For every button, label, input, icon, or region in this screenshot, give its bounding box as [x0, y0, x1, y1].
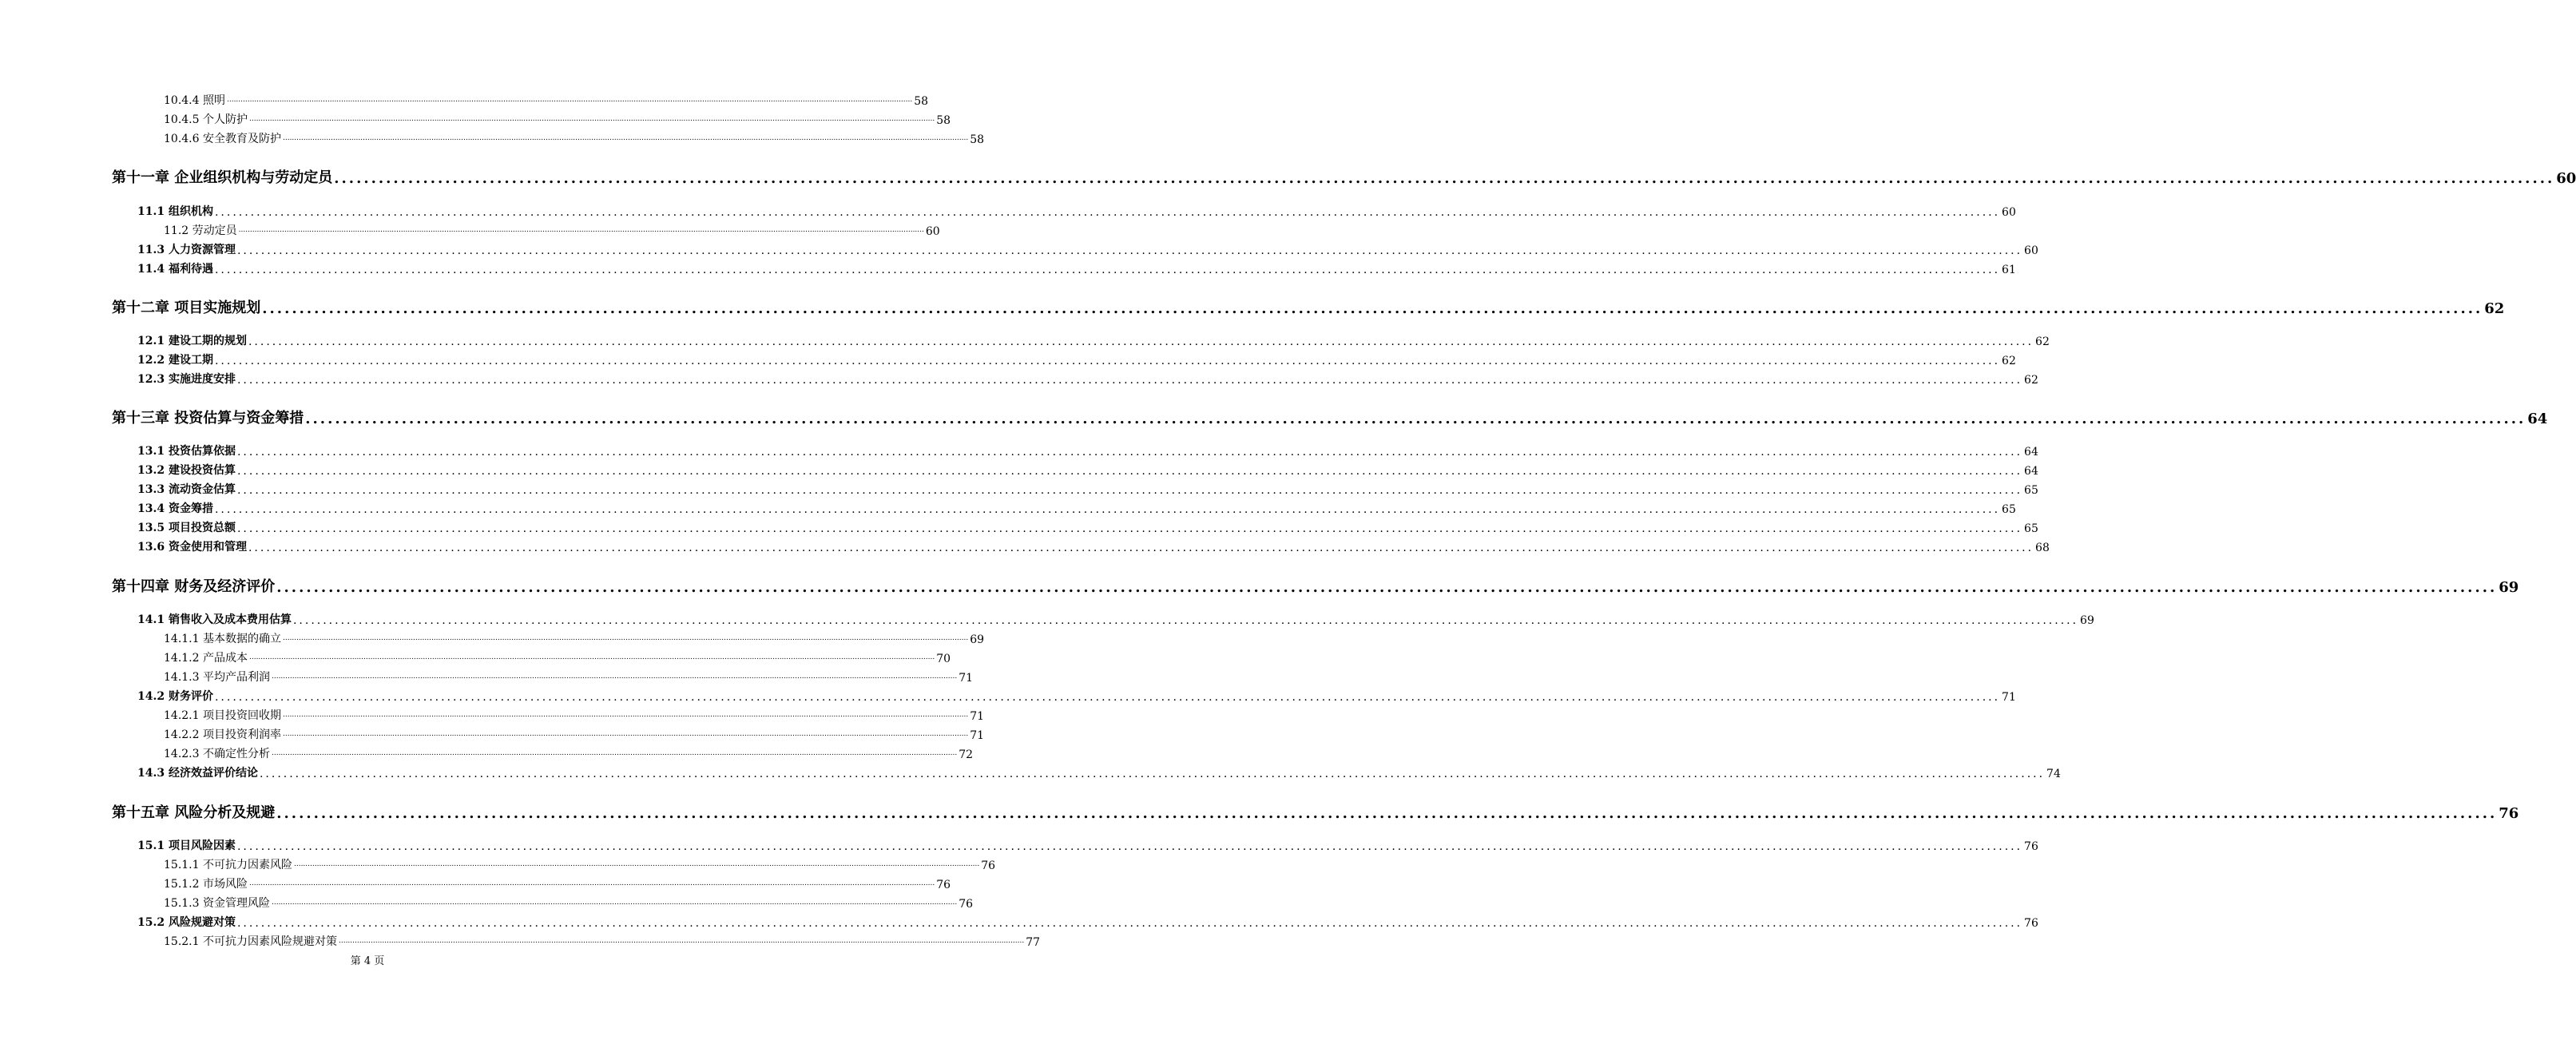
toc-entry-label: 14.2 财务评价	[137, 690, 213, 703]
toc-entry-label: 12.3 实施进度安排	[137, 373, 236, 386]
toc-entry-page: 62	[2002, 355, 2016, 367]
toc-entry-page: 77	[1026, 936, 1041, 949]
toc-entry-label: 第十一章 企业组织机构与劳动定员	[112, 169, 333, 186]
toc-entry-label: 13.2 建设投资估算	[137, 464, 236, 477]
toc-entry-page: 76	[2499, 805, 2519, 822]
toc-entry-sub[interactable]	[164, 707, 985, 723]
toc-entry-page: 76	[2024, 917, 2038, 930]
toc-leader-dots: ............................................................................................................................................................................................................................................................................................................	[271, 899, 958, 907]
toc-entry-label: 11.1 组织机构	[137, 205, 213, 218]
toc-entry-label: 10.4.4 照明	[164, 94, 225, 107]
toc-leader-dots: ............................................................................................................................................................................................................................................................................................................	[248, 335, 2034, 348]
toc-entry-page: 70	[936, 653, 951, 665]
toc-entry-section[interactable]	[137, 260, 2016, 276]
toc-entry-sub[interactable]	[164, 111, 951, 127]
toc-leader-dots: ............................................................................................................................................................................................................................................................................................................	[226, 96, 913, 104]
toc-entry-page: 62	[2024, 374, 2038, 387]
toc-entry-page: 71	[970, 729, 985, 742]
toc-entry-page: 76	[981, 859, 996, 872]
toc-entry-label: 13.4 资金筹措	[137, 502, 213, 515]
toc-entry-label: 14.1.2 产品成本	[164, 652, 248, 665]
toc-entry-page: 62	[2484, 300, 2505, 317]
toc-leader-dots: ............................................................................................................................................................................................................................................................................................................	[248, 653, 935, 661]
toc-entry-label: 15.2 风险规避对策	[137, 916, 236, 929]
toc-entry-page: 65	[2024, 522, 2038, 535]
toc-leader-dots: ............................................................................................................................................................................................................................................................................................................	[236, 446, 2023, 458]
toc-entry-sub[interactable]	[164, 745, 974, 761]
toc-entry-page: 60	[925, 225, 940, 238]
toc-entry-section[interactable]	[137, 241, 2038, 257]
toc-entry-section[interactable]	[137, 443, 2038, 458]
toc-leader-dots: ............................................................................................................................................................................................................................................................................................................	[271, 749, 958, 757]
toc-leader-dots: ............................................................................................................................................................................................................................................................................................................	[259, 768, 2046, 780]
toc-leader-dots: ............................................................................................................................................................................................................................................................................................................	[248, 542, 2034, 554]
toc-leader-dots: ............................................................................................................................................................................................................................................................................................................	[276, 805, 2498, 822]
toc-entry-label: 第十二章 项目实施规划	[112, 300, 261, 316]
toc-entry-page: 71	[970, 710, 985, 723]
toc-entry-page: 58	[936, 114, 951, 127]
toc-leader-dots: ............................................................................................................................................................................................................................................................................................................	[236, 522, 2023, 535]
toc-entry-label: 15.1 项目风险因素	[137, 840, 236, 852]
toc-leader-dots: ............................................................................................................................................................................................................................................................................................................	[236, 917, 2023, 930]
toc-entry-page: 76	[959, 898, 974, 911]
toc-entry-section[interactable]	[137, 519, 2038, 535]
toc-entry-page: 72	[959, 748, 974, 761]
toc-entry-sub[interactable]	[164, 130, 985, 146]
toc-entry-label: 第十三章 投资估算与资金筹措	[112, 410, 304, 427]
toc-entry-label: 14.2.2 项目投资利润率	[164, 728, 281, 741]
toc-leader-dots: ............................................................................................................................................................................................................................................................................................................	[236, 840, 2023, 853]
toc-leader-dots: ............................................................................................................................................................................................................................................................................................................	[282, 634, 969, 642]
toc-entry-sub[interactable]	[164, 726, 985, 742]
toc-entry-page: 71	[959, 672, 974, 685]
toc-entry-page: 65	[2002, 503, 2016, 516]
toc-entry-section[interactable]	[137, 481, 2038, 497]
toc-entry-label: 14.2.1 项目投资回收期	[164, 709, 281, 722]
toc-entry-label: 14.1.1 基本数据的确立	[164, 633, 281, 645]
toc-entry-chapter[interactable]	[112, 575, 2519, 596]
toc-entry-label: 13.3 流动资金估算	[137, 483, 236, 496]
toc-entry-label: 15.1.2 市场风险	[164, 878, 248, 891]
toc-leader-dots: ............................................................................................................................................................................................................................................................................................................	[248, 879, 935, 887]
toc-leader-dots: ............................................................................................................................................................................................................................................................................................................	[292, 614, 2079, 627]
toc-entry-chapter[interactable]	[112, 296, 2505, 317]
toc-entry-label: 14.2.3 不确定性分析	[164, 748, 270, 760]
toc-entry-section[interactable]	[137, 351, 2016, 367]
toc-entry-sub[interactable]	[164, 630, 985, 646]
toc-entry-label: 14.1 销售收入及成本费用估算	[137, 613, 292, 626]
toc-leader-dots: ............................................................................................................................................................................................................................................................................................................	[214, 503, 2001, 516]
toc-entry-label: 10.4.5 个人防护	[164, 113, 248, 126]
toc-entry-page: 60	[2024, 244, 2038, 257]
toc-entry-section[interactable]	[137, 611, 2094, 627]
toc-entry-section[interactable]	[137, 371, 2038, 387]
toc-leader-dots: ............................................................................................................................................................................................................................................................................................................	[236, 465, 2023, 478]
toc-leader-dots: ............................................................................................................................................................................................................................................................................................................	[236, 484, 2023, 497]
toc-entry-page: 64	[2527, 411, 2548, 427]
toc-entry-page: 69	[2080, 614, 2094, 627]
toc-entry-sub[interactable]	[164, 875, 951, 891]
toc-entry-page: 60	[2556, 170, 2576, 187]
toc-entry-page: 65	[2024, 484, 2038, 497]
toc-entry-sub[interactable]	[164, 856, 996, 872]
toc-entry-page: 68	[2035, 542, 2050, 554]
toc-entry-label: 14.3 经济效益评价结论	[137, 767, 258, 780]
toc-leader-dots: ............................................................................................................................................................................................................................................................................................................	[214, 206, 2001, 219]
toc-entry-label: 15.1.1 不可抗力因素风险	[164, 859, 292, 871]
toc-entry-label: 14.1.3 平均产品利润	[164, 671, 270, 684]
toc-entry-page: 74	[2046, 768, 2061, 780]
toc-entry-section[interactable]	[137, 500, 2016, 516]
toc-leader-dots: ............................................................................................................................................................................................................................................................................................................	[238, 226, 924, 234]
toc-entry-section[interactable]	[137, 462, 2038, 478]
toc-entry-page: 62	[2035, 335, 2050, 348]
toc-leader-dots: ............................................................................................................................................................................................................................................................................................................	[282, 730, 969, 738]
toc-leader-dots: ............................................................................................................................................................................................................................................................................................................	[271, 673, 958, 681]
toc-entry-page: 71	[2002, 691, 2016, 704]
toc-leader-dots: ............................................................................................................................................................................................................................................................................................................	[214, 691, 2001, 704]
toc-entry-sub[interactable]	[164, 933, 1041, 949]
toc-entry-page: 76	[936, 879, 951, 891]
toc-leader-dots: ............................................................................................................................................................................................................................................................................................................	[214, 264, 2001, 276]
toc-entry-page: 69	[970, 633, 985, 646]
toc-entry-label: 第十五章 风险分析及规避	[112, 804, 276, 821]
toc-entry-section[interactable]	[137, 688, 2016, 704]
toc-leader-dots: ............................................................................................................................................................................................................................................................................................................	[276, 579, 2498, 596]
toc-entry-page: 58	[914, 95, 929, 108]
toc-entry-sub[interactable]	[164, 649, 951, 665]
toc-entry-label: 15.2.1 不可抗力因素风险规避对策	[164, 935, 337, 948]
toc-leader-dots: ............................................................................................................................................................................................................................................................................................................	[282, 711, 969, 719]
toc-entry-section[interactable]	[137, 837, 2038, 853]
toc-entry-label: 11.3 人力资源管理	[137, 244, 236, 256]
toc-leader-dots: ............................................................................................................................................................................................................................................................................................................	[282, 134, 969, 142]
toc-entry-section[interactable]	[137, 203, 2016, 219]
toc-leader-dots: ............................................................................................................................................................................................................................................................................................................	[262, 300, 2483, 317]
toc-entry-sub[interactable]	[164, 669, 974, 685]
toc-entry-page: 64	[2024, 446, 2038, 458]
toc-entry-label: 12.2 建设工期	[137, 354, 213, 367]
toc-leader-dots: ............................................................................................................................................................................................................................................................................................................	[236, 244, 2023, 257]
toc-entry-page: 76	[2024, 840, 2038, 853]
toc-leader-dots: ............................................................................................................................................................................................................................................................................................................	[338, 937, 1025, 945]
toc-entry-chapter[interactable]	[112, 166, 2576, 187]
toc-leader-dots: ............................................................................................................................................................................................................................................................................................................	[334, 170, 2555, 187]
toc-leader-dots: ............................................................................................................................................................................................................................................................................................................	[236, 374, 2023, 387]
toc-entry-page: 58	[970, 133, 985, 146]
toc-entry-label: 13.6 资金使用和管理	[137, 541, 247, 554]
toc-entry-label: 11.2 劳动定员	[164, 224, 237, 237]
toc-entry-section[interactable]	[137, 332, 2050, 348]
toc-entry-section[interactable]	[137, 764, 2061, 780]
toc-entry-page: 69	[2499, 579, 2519, 596]
toc-entry-page: 61	[2002, 264, 2016, 276]
toc-leader-dots: ............................................................................................................................................................................................................................................................................................................	[214, 355, 2001, 367]
page-number: 第 4 页	[350, 955, 385, 967]
toc-entry-label: 11.4 福利待遇	[137, 263, 213, 276]
toc-entry-section[interactable]	[137, 538, 2050, 554]
toc-leader-dots: ............................................................................................................................................................................................................................................................................................................	[305, 411, 2526, 427]
toc-entry-sub[interactable]	[164, 895, 974, 911]
toc-entry-sub[interactable]	[164, 92, 929, 108]
toc-entry-page: 60	[2002, 206, 2016, 219]
toc-entry-page: 64	[2024, 465, 2038, 478]
toc-entry-section[interactable]	[137, 914, 2038, 930]
toc-leader-dots: ............................................................................................................................................................................................................................................................................................................	[293, 860, 980, 868]
toc-entry-label: 15.1.3 资金管理风险	[164, 897, 270, 910]
toc-entry-label: 13.1 投资估算依据	[137, 445, 236, 458]
toc-entry-sub[interactable]	[164, 222, 940, 238]
toc-leader-dots: ............................................................................................................................................................................................................................................................................................................	[248, 115, 935, 123]
toc-entry-chapter[interactable]	[112, 801, 2519, 822]
toc-entry-label: 13.5 项目投资总额	[137, 522, 236, 534]
toc-entry-label: 10.4.6 安全教育及防护	[164, 133, 281, 145]
toc-entry-label: 第十四章 财务及经济评价	[112, 578, 276, 595]
toc-entry-label: 12.1 建设工期的规划	[137, 335, 247, 347]
toc-entry-chapter[interactable]	[112, 407, 2548, 427]
